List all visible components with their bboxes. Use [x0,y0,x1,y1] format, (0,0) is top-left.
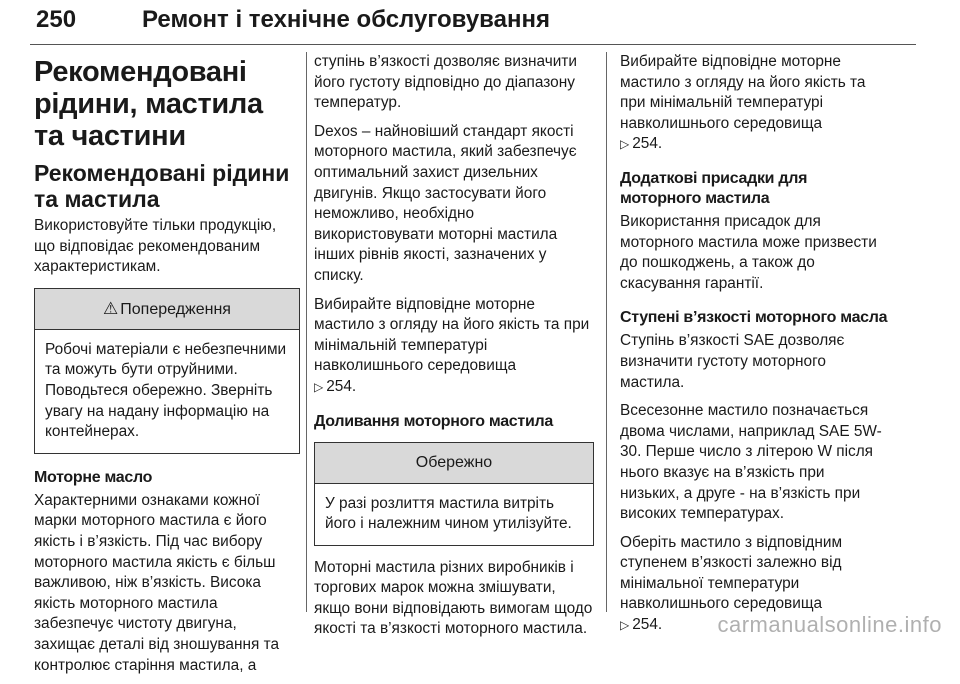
multigrade-paragraph: Всесезонне мастило позначається двома числами, наприклад SAE 5W-30. Перше число з літерою W після нього вказує на в’язкість при низьких, а друге - на в’язкість при високих температурах. [620,402,882,523]
column-1 [34,52,300,684]
warning-text: Робочі матеріали є небезпечними та можуть бути отруйними. Поводьтеся обережно. Зверніть увагу на надану інформацію на контейнерах. [45,340,287,441]
additives-paragraph: Використання присадок для моторного мастила може призвести до пошкоджень, а також до скасування гарантії. [620,212,877,292]
oil-selection-paragraph [314,295,594,398]
header-rule [30,44,916,45]
oil-selection-text: Вибирайте відповідне моторне мастило з огляду на його якість та при мінімальній температурі навколишнього середовища [620,53,866,132]
page-reference-link[interactable]: 254. [632,616,663,634]
page-ref-icon: ▷ [620,137,630,152]
page-header [30,0,916,40]
warning-icon: ⚠ [103,298,119,318]
caution-text: У разі розлиття мастила витріть його і належним чином утилізуйте. [325,494,572,533]
viscosity-continuation: ступінь в’язкості дозволяє визначити його густоту відповідно до діапазону температур. [314,53,577,112]
page-ref-icon: ▷ [620,618,630,633]
viscosity-paragraph: Ступінь в’язкості SAE дозволяє визначити густоту моторного мастила. [620,332,845,391]
warning-label: Попередження [120,300,231,318]
column-3 [620,52,888,644]
warning-header [35,289,299,330]
warning-box [34,288,300,454]
viscosity-heading: Ступені в’язкості моторного масла [620,309,888,327]
topup-heading: Доливання моторного мастила [314,412,553,430]
column-divider [606,52,607,612]
oil-selection-paragraph [620,52,888,155]
subsection-title: Рекомендовані рідини та мастила [34,160,290,212]
chapter-title: Ремонт і технічне обслуговування [142,6,550,33]
mixing-paragraph: Моторні мастила різних виробників і торгових марок можна змішувати, якщо вони відповідають вимогам щодо якості та в’язкості моторного мастила. [314,558,593,638]
column-divider [306,52,307,612]
viscosity-selection-text: Оберіть мастило з відповідним ступенем в’язкості залежно від мінімальної температури навколишнього середовища [620,533,843,613]
page-reference-link[interactable]: 254. [326,377,357,395]
oil-selection-text: Вибирайте відповідне моторне мастило з огляду на його якість та при мінімальній температурі навколишнього середовища [314,295,590,375]
page-number: 250 [36,6,77,33]
dexos-paragraph: Dexos – найновіший стандарт якості моторного мастила, який забезпечує оптимальний захист дизельних двигунів. Якщо застосувати його неможливо, необхідно використовувати моторні мастила інших рівнів якості, зазначених у списку. [314,122,577,284]
page-reference-link[interactable]: 254. [632,135,663,153]
page-ref-icon: ▷ [314,379,324,394]
watermark: carmanualsonline.info [717,612,942,637]
section-title: Рекомендовані рідини, мастила та частини [34,56,263,152]
caution-box [314,442,594,546]
column-2 [314,52,594,648]
caution-header: Обережно [315,443,593,484]
additives-heading: Додаткові присадки для моторного мастила [620,169,808,207]
intro-paragraph: Використовуйте тільки продукцію, що відповідає рекомендованим характеристикам. [34,217,277,276]
engine-oil-heading: Моторне масло [34,468,153,486]
engine-oil-paragraph: Характерними ознаками кожної марки моторного мастила є його якість і в’язкість. Під час вибору моторного мастила якість є більш важливою, ніж в’язкість. Висока якість моторного мастила забезпечує чистоту двигуна, захищає деталі від зношування та контролює старіння мастила, а [34,491,280,674]
